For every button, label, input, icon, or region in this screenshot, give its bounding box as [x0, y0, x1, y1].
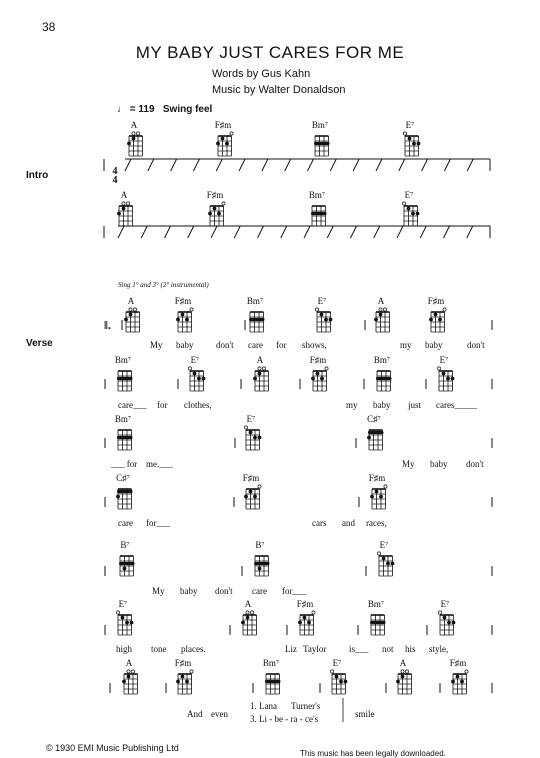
chord-grid — [122, 306, 144, 334]
lyric-word: care — [118, 518, 133, 528]
lyric-word: even — [211, 709, 228, 719]
chord-name: A — [120, 190, 128, 200]
download-notice: This music has been legally downloaded. — [300, 749, 446, 758]
chord-grid — [311, 130, 333, 158]
tempo-value: ♩ = 119 — [117, 104, 155, 115]
lyric-word: cars — [312, 518, 327, 528]
chord-name: Bm⁷ — [308, 190, 326, 200]
chord-grid — [186, 365, 208, 393]
section-label-verse: Verse — [26, 338, 53, 349]
chord-name: E⁷ — [246, 414, 256, 424]
chord-name: C♯⁷ — [116, 473, 130, 483]
chord-grid — [308, 200, 330, 228]
notation-stroke — [376, 159, 382, 171]
lyric-word: don't — [216, 340, 234, 350]
chord-name: F♯m — [427, 296, 445, 306]
chord-name: E⁷ — [440, 599, 450, 609]
chord-grid — [373, 365, 395, 393]
chord-name: E⁷ — [317, 296, 327, 306]
copyright-notice: © 1930 EMI Music Publishing Ltd — [46, 743, 179, 753]
chord-name: A — [256, 355, 264, 365]
notation-stroke — [308, 159, 314, 171]
notation-stroke — [330, 159, 336, 171]
chord-grid — [214, 130, 236, 158]
lyric-word: Taylor — [303, 644, 327, 654]
lyric-word: places. — [181, 644, 206, 654]
notation-stroke — [281, 226, 287, 238]
chord-name: E⁷ — [379, 540, 389, 550]
chord-grid — [251, 365, 273, 393]
notation-stroke — [444, 159, 450, 171]
notation-stroke — [467, 226, 473, 238]
tempo-feel: Swing feel — [162, 104, 213, 115]
notation-stroke — [234, 226, 240, 238]
chord-grid — [328, 668, 350, 696]
notation-stroke — [353, 159, 359, 171]
lyric-word: smile — [355, 709, 375, 719]
notation-stroke — [262, 159, 268, 171]
repeat-sign: ‖. — [104, 318, 111, 332]
notation-stroke — [141, 226, 147, 238]
chord-grid — [435, 365, 457, 393]
lyric-word: shows, — [302, 340, 327, 350]
chord-name: A — [130, 120, 138, 130]
lyric-word: don't — [466, 459, 484, 469]
chord-grid — [368, 483, 390, 511]
chord-grid — [114, 365, 136, 393]
time-signature-top: 4 — [112, 166, 118, 177]
notation-stroke — [422, 159, 428, 171]
chord-grid — [375, 550, 397, 578]
lyric-word: my — [346, 400, 358, 410]
chord-grid — [242, 483, 264, 511]
page-number: 38 — [42, 20, 56, 34]
lyric-word: for___ — [282, 586, 306, 596]
lyric-word: high — [116, 644, 133, 654]
chord-grid — [239, 609, 261, 637]
chord-grid — [120, 668, 142, 696]
lyric-word: 3. Li - be - ra - ce's — [250, 714, 319, 724]
chord-grid — [206, 200, 228, 228]
chord-grid — [115, 200, 137, 228]
chord-name: F♯m — [296, 599, 314, 609]
chord-name: E⁷ — [118, 599, 128, 609]
chord-grid — [313, 306, 335, 334]
lyric-word: and — [342, 518, 355, 528]
lyric-word: care___ — [118, 400, 147, 410]
notation-stroke — [374, 226, 380, 238]
notation-stroke — [399, 159, 405, 171]
lyric-word: for — [276, 340, 287, 350]
chord-name: Bm⁷ — [373, 355, 391, 365]
chord-grid — [174, 306, 196, 334]
chord-name: F♯m — [242, 473, 260, 483]
chord-name: Bm⁷ — [114, 414, 132, 424]
lyric-word: races, — [366, 518, 387, 528]
chord-name: A — [127, 296, 135, 306]
lyric-word: style, — [429, 644, 449, 654]
chord-name: A — [399, 658, 407, 668]
chord-grid — [114, 424, 136, 452]
chord-name: E⁷ — [405, 120, 415, 130]
lyric-word: clothes, — [184, 400, 212, 410]
notation-stroke — [171, 159, 177, 171]
chord-grid — [114, 609, 136, 637]
notation-stroke — [216, 159, 222, 171]
lyric-word: not — [382, 644, 394, 654]
chord-name: A — [244, 599, 252, 609]
chord-name: F♯m — [449, 658, 467, 668]
lyric-word: My — [150, 340, 163, 350]
lyric-word: tone — [151, 644, 167, 654]
chord-name: F♯m — [368, 473, 386, 483]
lyric-word: care — [252, 586, 267, 596]
chord-grid — [372, 306, 394, 334]
chord-grid — [400, 200, 422, 228]
chord-grid — [116, 550, 138, 578]
lyric-word: Liz — [285, 644, 297, 654]
section-label-intro: Intro — [26, 170, 49, 181]
lyric-word: don't — [467, 340, 485, 350]
lyric-word: is___ — [349, 644, 369, 654]
chord-name: B⁷ — [255, 540, 265, 550]
notation-stroke — [125, 159, 131, 171]
chord-name: Bm⁷ — [114, 355, 132, 365]
chord-grid — [242, 424, 264, 452]
chord-name: E⁷ — [190, 355, 200, 365]
chord-name: F♯m — [309, 355, 327, 365]
chord-grid — [367, 609, 389, 637]
lyric-word: his — [405, 644, 416, 654]
chord-name: F♯m — [174, 296, 192, 306]
notation-stroke — [444, 226, 450, 238]
chord-grid — [394, 668, 416, 696]
chord-name: A — [125, 658, 133, 668]
notation-stroke — [239, 159, 245, 171]
notation-stroke — [188, 226, 194, 238]
chord-name: E⁷ — [332, 658, 342, 668]
lyric-word: for___ — [146, 518, 170, 528]
chord-grid — [114, 483, 136, 511]
chord-grid — [262, 668, 284, 696]
song-title: MY BABY JUST CARES FOR ME — [135, 43, 405, 62]
lyric-word: my — [400, 340, 412, 350]
chord-name: B⁷ — [120, 540, 130, 550]
lyric-word: And — [187, 709, 203, 719]
chord-grid — [427, 306, 449, 334]
lyric-word: just — [408, 400, 422, 410]
chord-name: C♯⁷ — [367, 414, 381, 424]
lyric-word: baby — [176, 340, 194, 350]
notation-stroke — [148, 159, 154, 171]
lyric-word: baby — [430, 459, 448, 469]
chord-grid — [449, 668, 471, 696]
lyric-word: for — [157, 400, 168, 410]
music-credit: Music by Walter Donaldson — [212, 84, 346, 96]
notation-stroke — [467, 159, 473, 171]
chord-grid — [436, 609, 458, 637]
chord-name: E⁷ — [439, 355, 449, 365]
chord-name: F♯m — [206, 190, 224, 200]
lyric-word: baby — [180, 586, 198, 596]
lyric-word: baby — [373, 400, 391, 410]
chord-name: F♯m — [214, 120, 232, 130]
notation-stroke — [165, 226, 171, 238]
chord-name: A — [377, 296, 385, 306]
chord-grid — [174, 668, 196, 696]
notation-stroke — [285, 159, 291, 171]
chord-name: F♯m — [174, 658, 192, 668]
lyric-word: My — [402, 459, 415, 469]
chord-grid — [401, 130, 423, 158]
lyric-word: baby — [425, 340, 443, 350]
time-signature-bottom: 4 — [112, 175, 118, 186]
chord-grid — [125, 130, 147, 158]
notation-stroke — [258, 226, 264, 238]
notation-stroke — [351, 226, 357, 238]
chord-name: Bm⁷ — [311, 120, 329, 130]
lyric-word: 1. Lana — [250, 701, 277, 711]
chord-grid — [296, 609, 318, 637]
sing-instruction: Sing 1° and 3° (2° instrumental) — [118, 281, 209, 289]
chord-grid — [365, 424, 387, 452]
chord-name: E⁷ — [404, 190, 414, 200]
chord-name: Bm⁷ — [367, 599, 385, 609]
chord-name: Bm⁷ — [262, 658, 280, 668]
lyric-word: me.___ — [146, 459, 173, 469]
words-credit: Words by Gus Kahn — [212, 68, 311, 80]
lyric-word: ___ for — [111, 459, 138, 469]
lyric-word: cares_____ — [436, 400, 477, 410]
chord-grid — [251, 550, 273, 578]
lyric-word: care — [248, 340, 263, 350]
lyric-word: Turner's — [291, 701, 321, 711]
notation-stroke — [193, 159, 199, 171]
lyric-word: My — [152, 586, 165, 596]
lyric-word: don't — [215, 586, 233, 596]
chord-name: Bm⁷ — [246, 296, 264, 306]
chord-grid — [246, 306, 268, 334]
chord-grid — [309, 365, 331, 393]
